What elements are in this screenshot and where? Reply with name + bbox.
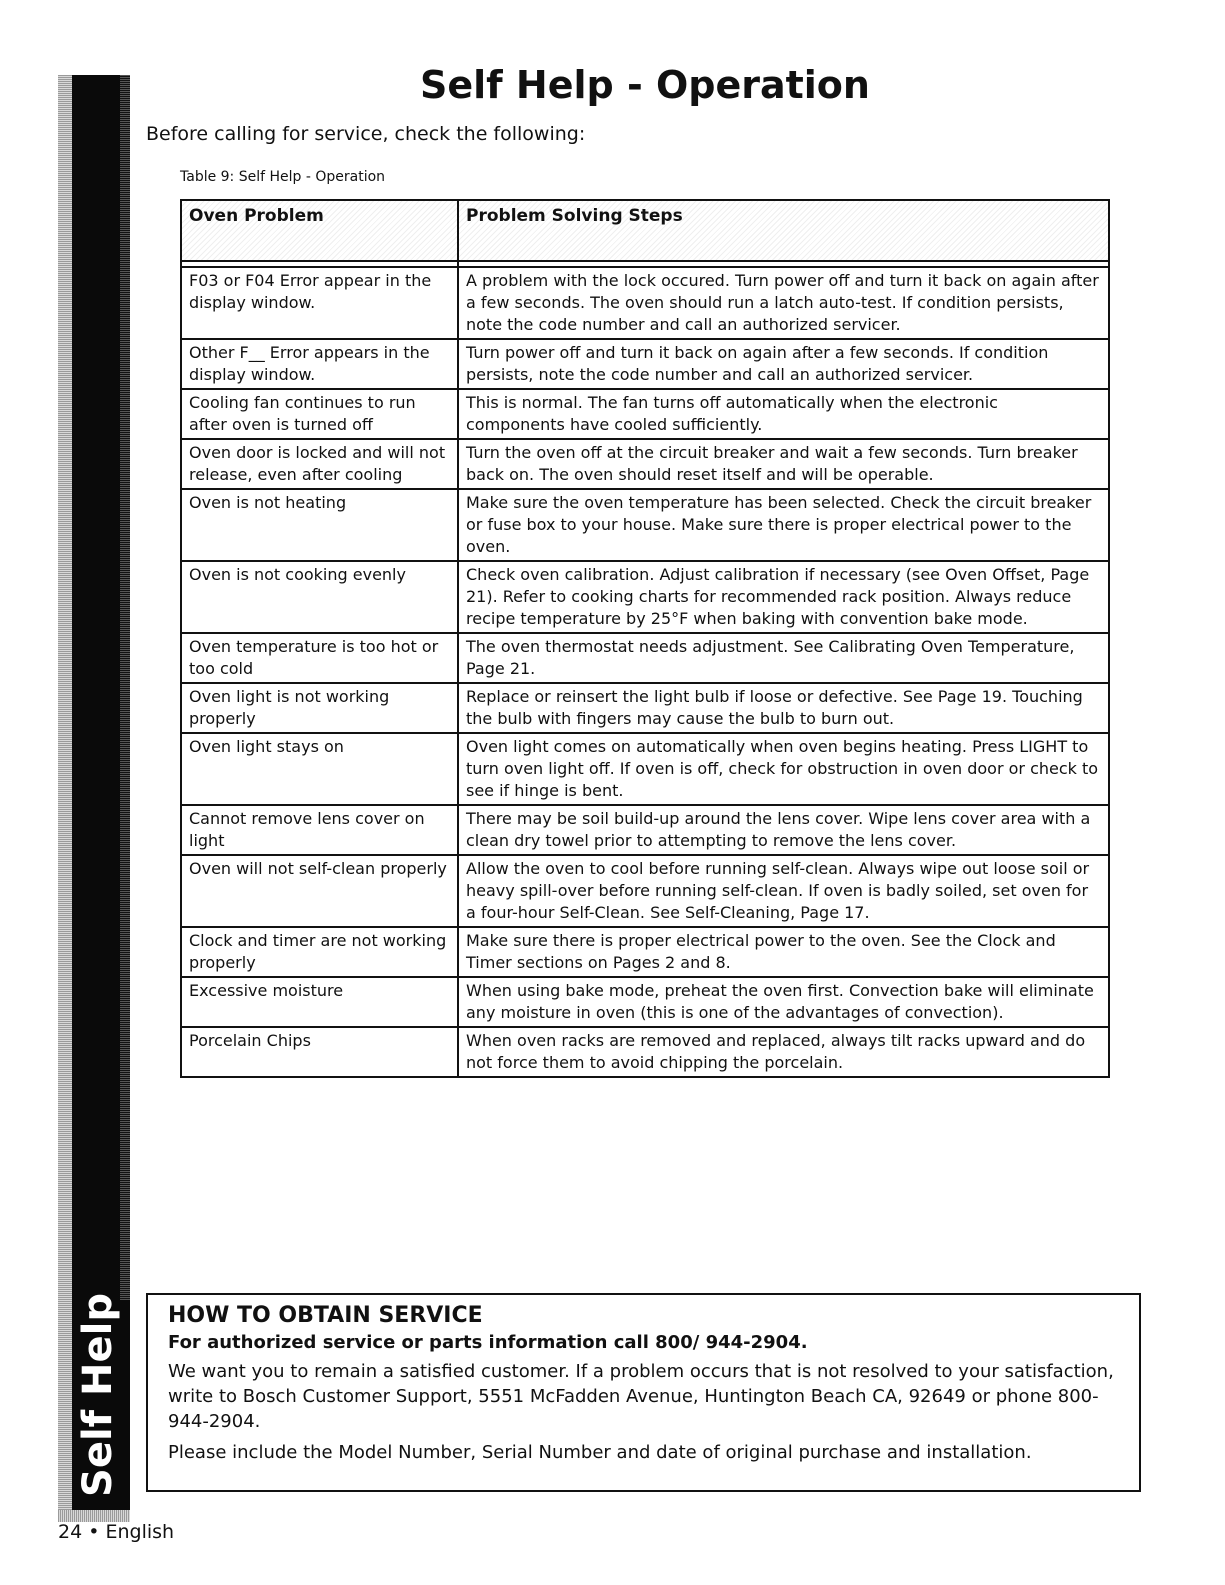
steps-cell: Make sure there is proper electrical power to the oven. See the Clock and Timer sections on Pages 2 and 8.: [458, 927, 1109, 977]
problem-cell: Oven is not cooking evenly: [181, 561, 458, 633]
problem-cell: Oven temperature is too hot or too cold: [181, 633, 458, 683]
problem-cell: Porcelain Chips: [181, 1027, 458, 1077]
side-tab-text: Self Help: [75, 1293, 121, 1497]
service-paragraph: We want you to remain a satisfied customer. If a problem occurs that is not resolved to your satisfaction, write to Bosch Customer Support, 5551 McFadden Avenue, Huntington Beach CA, 92649 or phone 800-944-2904.: [168, 1361, 1114, 1432]
table-row: [181, 977, 1109, 1027]
table-row: [181, 339, 1109, 389]
steps-cell: Turn power off and turn it back on again after a few seconds. If condition persists, note the code number and call an authorized servicer.: [458, 339, 1109, 389]
steps-cell: A problem with the lock occured. Turn power off and turn it back on again after a few seconds. The oven should run a latch auto-test. If condition persists, note the code number and call an authorized servicer.: [458, 267, 1109, 339]
steps-cell: Check oven calibration. Adjust calibration if necessary (see Oven Offset, Page 21). Refer to cooking charts for recommended rack position. Always reduce recipe temperature by 25°F when baking with convention bake mode.: [458, 561, 1109, 633]
steps-cell: When oven racks are removed and replaced, always tilt racks upward and do not force them to avoid chipping the porcelain.: [458, 1027, 1109, 1077]
problem-cell: Oven light is not working properly: [181, 683, 458, 733]
table-row: [181, 805, 1109, 855]
steps-cell: There may be soil build-up around the lens cover. Wipe lens cover area with a clean dry towel prior to attempting to remove the lens cover.: [458, 805, 1109, 855]
intro-text: Before calling for service, check the following:: [146, 123, 586, 145]
problem-cell: F03 or F04 Error appear in the display window.: [181, 267, 458, 339]
steps-cell: The oven thermostat needs adjustment. See Calibrating Oven Temperature, Page 21.: [458, 633, 1109, 683]
steps-cell: When using bake mode, preheat the oven first. Convection bake will eliminate any moisture in oven (this is one of the advantages of convection).: [458, 977, 1109, 1027]
column-header-steps: Problem Solving Steps: [458, 200, 1109, 261]
table-row: [181, 389, 1109, 439]
steps-cell: Turn the oven off at the circuit breaker and wait a few seconds. Turn breaker back on. The oven should reset itself and will be operable.: [458, 439, 1109, 489]
table-caption: Table 9: Self Help - Operation: [180, 169, 386, 185]
table-row: [181, 733, 1109, 805]
side-tab-label: [62, 1293, 134, 1497]
column-header-problem: Oven Problem: [181, 200, 458, 261]
side-tab-pattern-right: [120, 75, 130, 1300]
page-title: Self Help - Operation: [420, 63, 870, 107]
table-row: [181, 561, 1109, 633]
problem-cell: Oven door is locked and will not release, even after cooling: [181, 439, 458, 489]
problem-cell: Cannot remove lens cover on light: [181, 805, 458, 855]
steps-cell: Replace or reinsert the light bulb if loose or defective. See Page 19. Touching the bulb with fingers may cause the bulb to burn out.: [458, 683, 1109, 733]
table-row: [181, 1027, 1109, 1077]
steps-cell: Oven light comes on automatically when oven begins heating. Press LIGHT to turn oven light off. If oven is off, check for obstruction in oven door or check to see if hinge is bent.: [458, 733, 1109, 805]
table-row: [181, 855, 1109, 927]
page-footer: 24 • English: [58, 1521, 175, 1543]
problem-cell: Other F__ Error appears in the display window.: [181, 339, 458, 389]
self-help-table: [180, 199, 1110, 1078]
steps-cell: This is normal. The fan turns off automatically when the electronic components have cooled sufficiently.: [458, 389, 1109, 439]
table-row: [181, 489, 1109, 561]
steps-cell: Make sure the oven temperature has been selected. Check the circuit breaker or fuse box to your house. Make sure there is proper electrical power to the oven.: [458, 489, 1109, 561]
service-phone-line: For authorized service or parts information call 800/ 944-2904.: [168, 1332, 808, 1353]
problem-cell: Cooling fan continues to run after oven is turned off: [181, 389, 458, 439]
service-title: HOW TO OBTAIN SERVICE: [168, 1303, 483, 1328]
table-row: [181, 267, 1109, 339]
table-row: [181, 683, 1109, 733]
problem-cell: Oven will not self-clean properly: [181, 855, 458, 927]
service-note: Please include the Model Number, Serial Number and date of original purchase and installation.: [168, 1442, 1032, 1463]
problem-cell: Excessive moisture: [181, 977, 458, 1027]
table-header-row: [181, 200, 1109, 261]
table-row: [181, 927, 1109, 977]
problem-cell: Clock and timer are not working properly: [181, 927, 458, 977]
table-row: [181, 439, 1109, 489]
service-info-box: [146, 1293, 1141, 1492]
problem-cell: Oven light stays on: [181, 733, 458, 805]
table-row: [181, 633, 1109, 683]
steps-cell: Allow the oven to cool before running self-clean. Always wipe out loose soil or heavy spill-over before running self-clean. If oven is badly soiled, set oven for a four-hour Self-Clean. See Self-Cleaning, Page 17.: [458, 855, 1109, 927]
problem-cell: Oven is not heating: [181, 489, 458, 561]
